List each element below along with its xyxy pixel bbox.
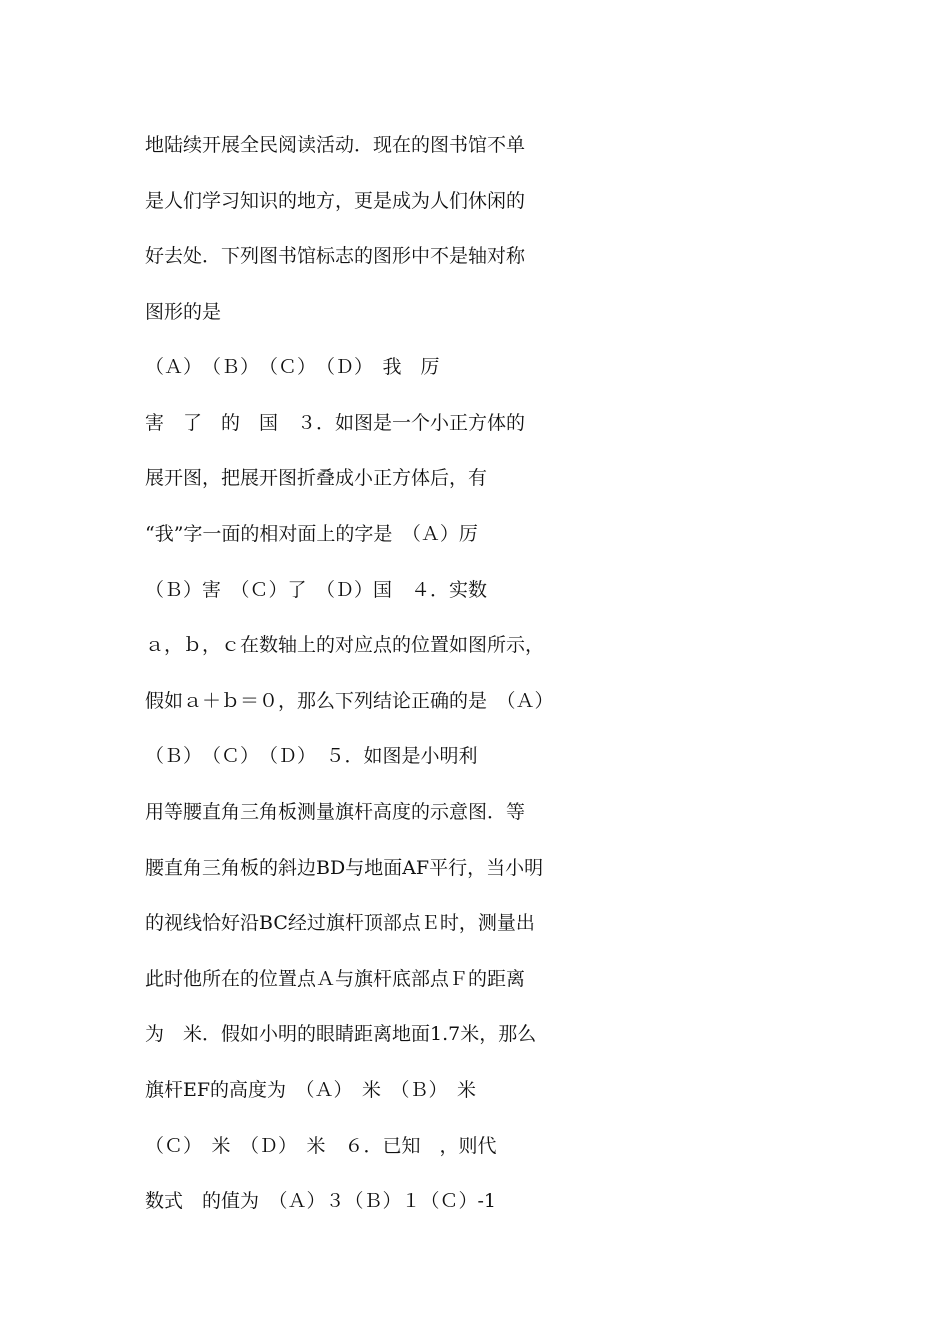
text-line: 是人们学习知识的地方，更是成为人们休闲的 — [145, 190, 526, 212]
text-line: ａ，ｂ，ｃ在数轴上的对应点的位置如图所示， — [145, 634, 545, 656]
text-line: （Ｂ）害 （Ｃ）了 （Ｄ）国 ４．实数 — [145, 579, 488, 601]
text-line: 腰直角三角板的斜边BD与地面AF平行，当小明 — [145, 857, 544, 879]
text-line: 此时他所在的位置点Ａ与旗杆底部点Ｆ的距离 — [145, 968, 526, 990]
text-line: “我”字一面的相对面上的字是 （Ａ）厉 — [145, 523, 478, 545]
text-line: （Ｂ） （Ｃ） （Ｄ） ５．如图是小明利 — [145, 745, 478, 767]
text-line: 为 米．假如小明的眼睛距离地面1.7米，那么 — [145, 1023, 537, 1045]
text-line: 数式 的值为 （Ａ）３（Ｂ）１（Ｃ）-1 — [145, 1190, 497, 1212]
text-line: 地陆续开展全民阅读活动．现在的图书馆不单 — [145, 134, 526, 156]
text-line: 用等腰直角三角板测量旗杆高度的示意图．等 — [145, 801, 526, 823]
text-line: 的视线恰好沿BC经过旗杆顶部点Ｅ时，测量出 — [145, 912, 535, 934]
text-line: （Ｃ） 米 （Ｄ） 米 ６．已知 ，则代 — [145, 1135, 497, 1157]
text-line: 图形的是 — [145, 301, 222, 323]
text-line: 害 了 的 国 ３．如图是一个小正方体的 — [145, 412, 526, 434]
text-line: 展开图，把展开图折叠成小正方体后，有 — [145, 467, 488, 489]
text-line: （Ａ） （Ｂ） （Ｃ） （Ｄ） 我 厉 — [145, 356, 440, 378]
text-line: 好去处．下列图书馆标志的图形中不是轴对称 — [145, 245, 526, 267]
text-line: 旗杆EF的高度为 （Ａ） 米 （Ｂ） 米 — [145, 1079, 477, 1101]
text-line: 假如ａ＋ｂ＝０，那么下列结论正确的是 （Ａ） — [145, 690, 554, 712]
